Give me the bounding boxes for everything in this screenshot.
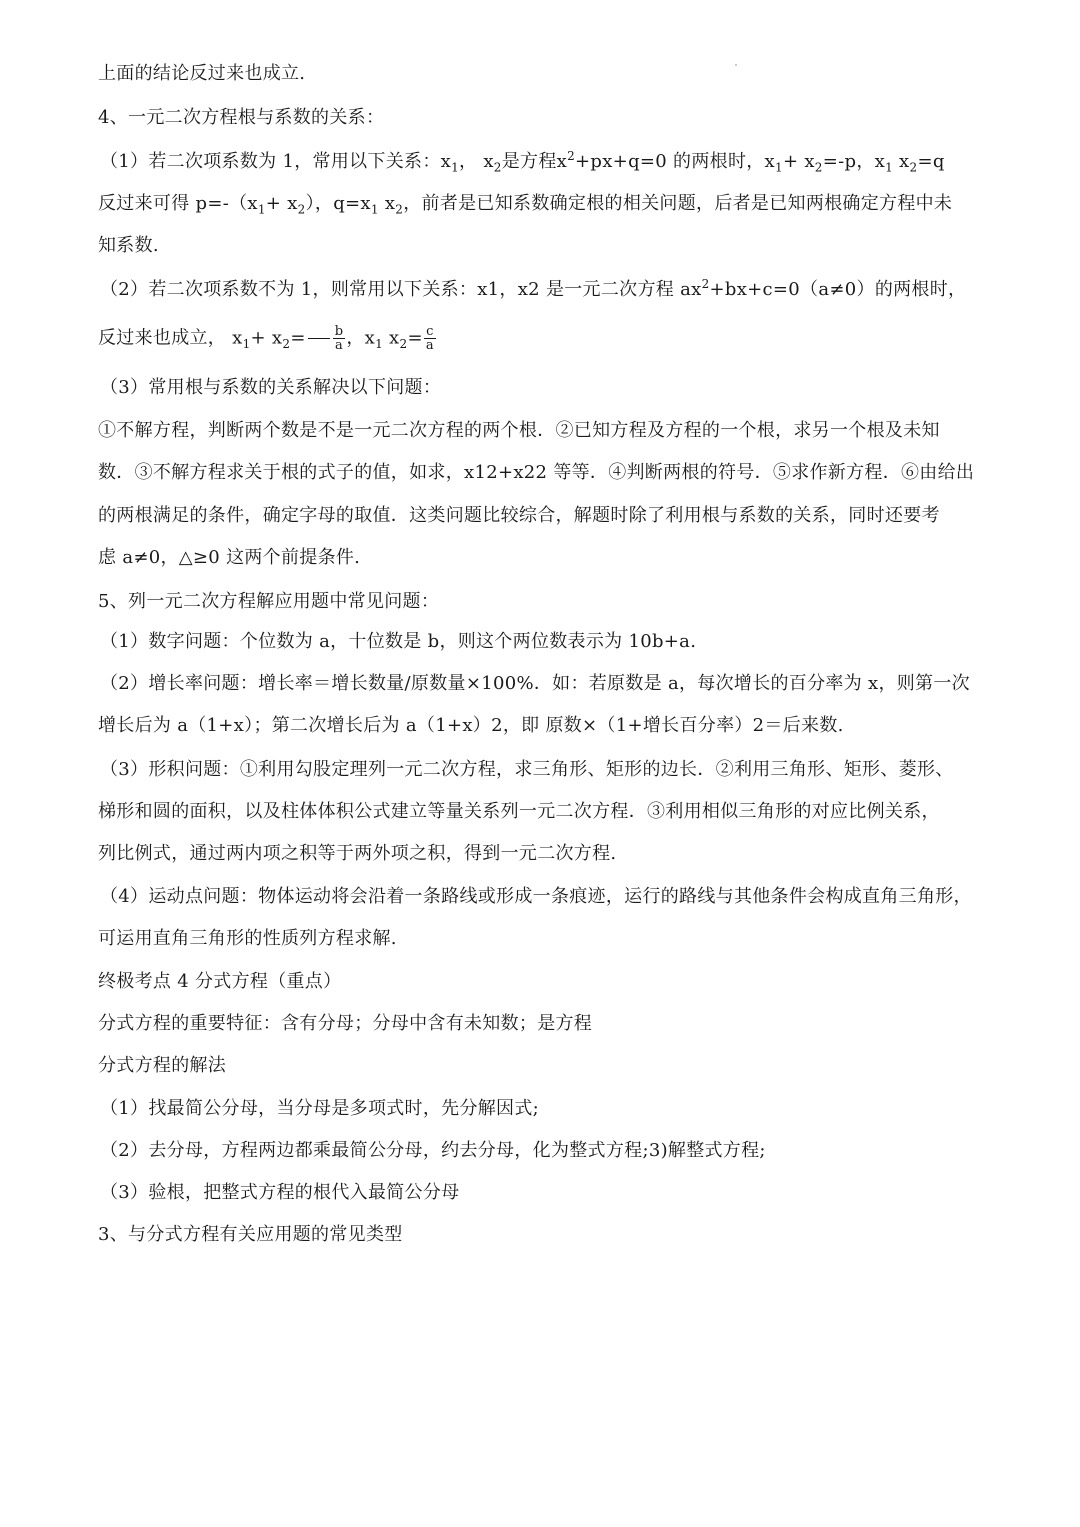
text-line: 虑 a≠0，△≥0 这两个前提条件. — [98, 547, 361, 568]
section-heading: 4、一元二次方程根与系数的关系： — [98, 107, 385, 128]
text-line: 数．③不解方程求关于根的式子的值，如求，x12+x22 等等．④判断两根的符号．⑤求作新方程．⑥由给出 — [98, 462, 975, 483]
text-line: （3）形积问题：①利用勾股定理列一元二次方程，求三角形、矩形的边长．②利用三角形、矩形、菱形、 — [100, 759, 954, 780]
text-line: 知系数. — [98, 235, 159, 256]
text-line: （3）验根，把整式方程的根代入最简公分母 — [100, 1182, 460, 1203]
text-line: 的两根满足的条件，确定字母的取值．这类问题比较综合，解题时除了利用根与系数的关系，同时还要考 — [98, 505, 940, 526]
fraction-c-over-a: $\frac{c}{a}$ — [425, 324, 434, 353]
fraction-b-over-a: $\frac{b}{a}$ — [334, 324, 344, 353]
text-line: （2）若二次项系数不为 1，则常用以下关系：x1，x2 是一元二次方程 $ax^2+bx+c=0(a\ne 0)$的两根时， — [100, 277, 967, 300]
text-line: 反过来可得 $p=-(x_1+ x_2)$，$q=x_1$ $x_2$，前者是已知系数确定根的相关问题，后者是已知两根确定方程中未 — [98, 193, 953, 217]
section-heading: 终极考点 4 分式方程（重点） — [98, 971, 342, 992]
text-line: 梯形和圆的面积，以及柱体体积公式建立等量关系列一元二次方程．③利用相似三角形的对应比例关系， — [98, 801, 940, 822]
text-line: 可运用直角三角形的性质列方程求解. — [98, 928, 397, 949]
text-line: ①不解方程，判断两个数是不是一元二次方程的两个根．②已知方程及方程的一个根，求另一个根及未知 — [98, 420, 940, 441]
text-line: （2）增长率问题：增长率＝增长数量/原数量×100%．如：若原数是 a，每次增长的百分率为 x，则第一次 — [100, 673, 970, 694]
text-line: （2）去分母，方程两边都乘最简公分母，约去分母，化为整式方程;3)解整式方程; — [100, 1140, 766, 1161]
section-heading: 5、列一元二次方程解应用题中常见问题： — [98, 591, 440, 612]
text-line: 分式方程的解法 — [98, 1055, 227, 1076]
minus-sign — [308, 338, 330, 339]
section-heading: 3、与分式方程有关应用题的常见类型 — [98, 1224, 403, 1245]
text-line: 增长后为 a（1+x）；第二次增长后为 a（1+x）2，即 原数×（1+增长百分率）2＝后来数. — [98, 715, 844, 736]
text-line: （3）常用根与系数的关系解决以下问题： — [100, 377, 442, 398]
text-line: （4）运动点问题：物体运动将会沿着一条路线或形成一条痕迹，运行的路线与其他条件会构成直角三角形， — [100, 886, 972, 907]
text-line: 分式方程的重要特征：含有分母；分母中含有未知数；是方程 — [98, 1013, 593, 1034]
text-line: 列比例式，通过两内项之积等于两外项之积，得到一元二次方程. — [98, 843, 617, 864]
text-line: （1）数字问题：个位数为 a，十位数是 b，则这个两位数表示为 10b+a. — [100, 631, 697, 652]
text-line: （1）若二次项系数为 1，常用以下关系：$x_1$， $x_2$是方程$x^2+px+q=0$ 的两根时，$x_1+ x_2=-p$，$x_1$ $x_2=q$ — [100, 149, 945, 175]
text-line: （1）找最简公分母，当分母是多项式时，先分解因式; — [100, 1098, 540, 1119]
text-line: 反过来也成立， $x_1+ x_2=$ $\frac{b}{a}$ ，$x_1$ $x_2=$ $\frac{c}{a}$ — [98, 324, 434, 353]
text-line: 上面的结论反过来也成立. — [98, 63, 306, 84]
